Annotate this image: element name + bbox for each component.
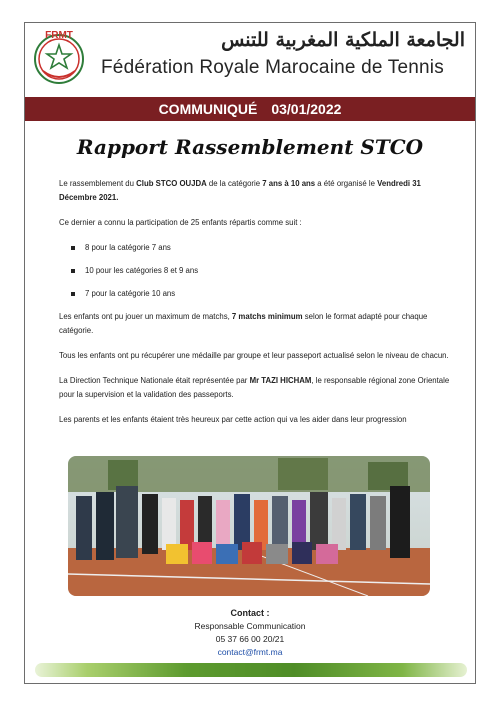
frmt-logo [29, 27, 89, 87]
communique-date: 03/01/2022 [271, 101, 342, 117]
list-item: 10 pour les catégories 8 et 9 ans [71, 264, 455, 278]
report-title: Rapport Rassemblement STCO [76, 135, 424, 159]
communique-label: COMMUNIQUÉ [158, 101, 258, 117]
communique-bar [25, 97, 475, 121]
contact-email-link[interactable]: contact@frmt.ma [217, 647, 283, 657]
category-list [71, 241, 455, 301]
contact-phone: 05 37 66 00 20/21 [215, 634, 285, 644]
document-frame [24, 22, 476, 684]
paragraph-intro: Le rassemblement du Club STCO OUJDA de la catégorie 7 ans à 10 ans a été organisé le Vendredi 31 Décembre 2021. [59, 179, 421, 202]
arabic-title: الجامعة الملكية المغربية للتنس [221, 29, 465, 51]
paragraph-dtn: La Direction Technique Nationale était représentée par Mr TAZI HICHAM, le responsable régional zone Orientale pour la supervision et la validation des passeports. [59, 376, 450, 399]
contact-block [25, 607, 475, 659]
paragraph-medals: Tous les enfants ont pu récupérer une médaille par groupe et leur passeport actualisé selon le niveau de chacun. [59, 351, 449, 360]
paragraph-matches: Les enfants ont pu jouer un maximum de matchs, 7 matchs minimum selon le format adapté pour chaque catégorie. [59, 312, 428, 335]
bullet-icon [71, 269, 75, 273]
grass-footer-strip [35, 663, 467, 677]
bullet-icon [71, 292, 75, 296]
list-item: 8 pour la catégorie 7 ans [71, 241, 455, 255]
list-item: 7 pour la catégorie 10 ans [71, 287, 455, 301]
paragraph-participation: Ce dernier a connu la participation de 25 enfants répartis comme suit : [59, 218, 302, 227]
french-title: Fédération Royale Marocaine de Tennis [101, 57, 444, 78]
letterhead [25, 23, 475, 93]
contact-heading: Contact : [230, 608, 270, 618]
report-body [59, 177, 455, 438]
bullet-icon [71, 246, 75, 250]
group-photo [68, 456, 430, 596]
svg-text:FRMT: FRMT [45, 30, 73, 41]
paragraph-conclusion: Les parents et les enfants étaient très heureux par cette action qui va les aider dans leur progression [59, 415, 407, 424]
contact-role: Responsable Communication [194, 621, 306, 631]
